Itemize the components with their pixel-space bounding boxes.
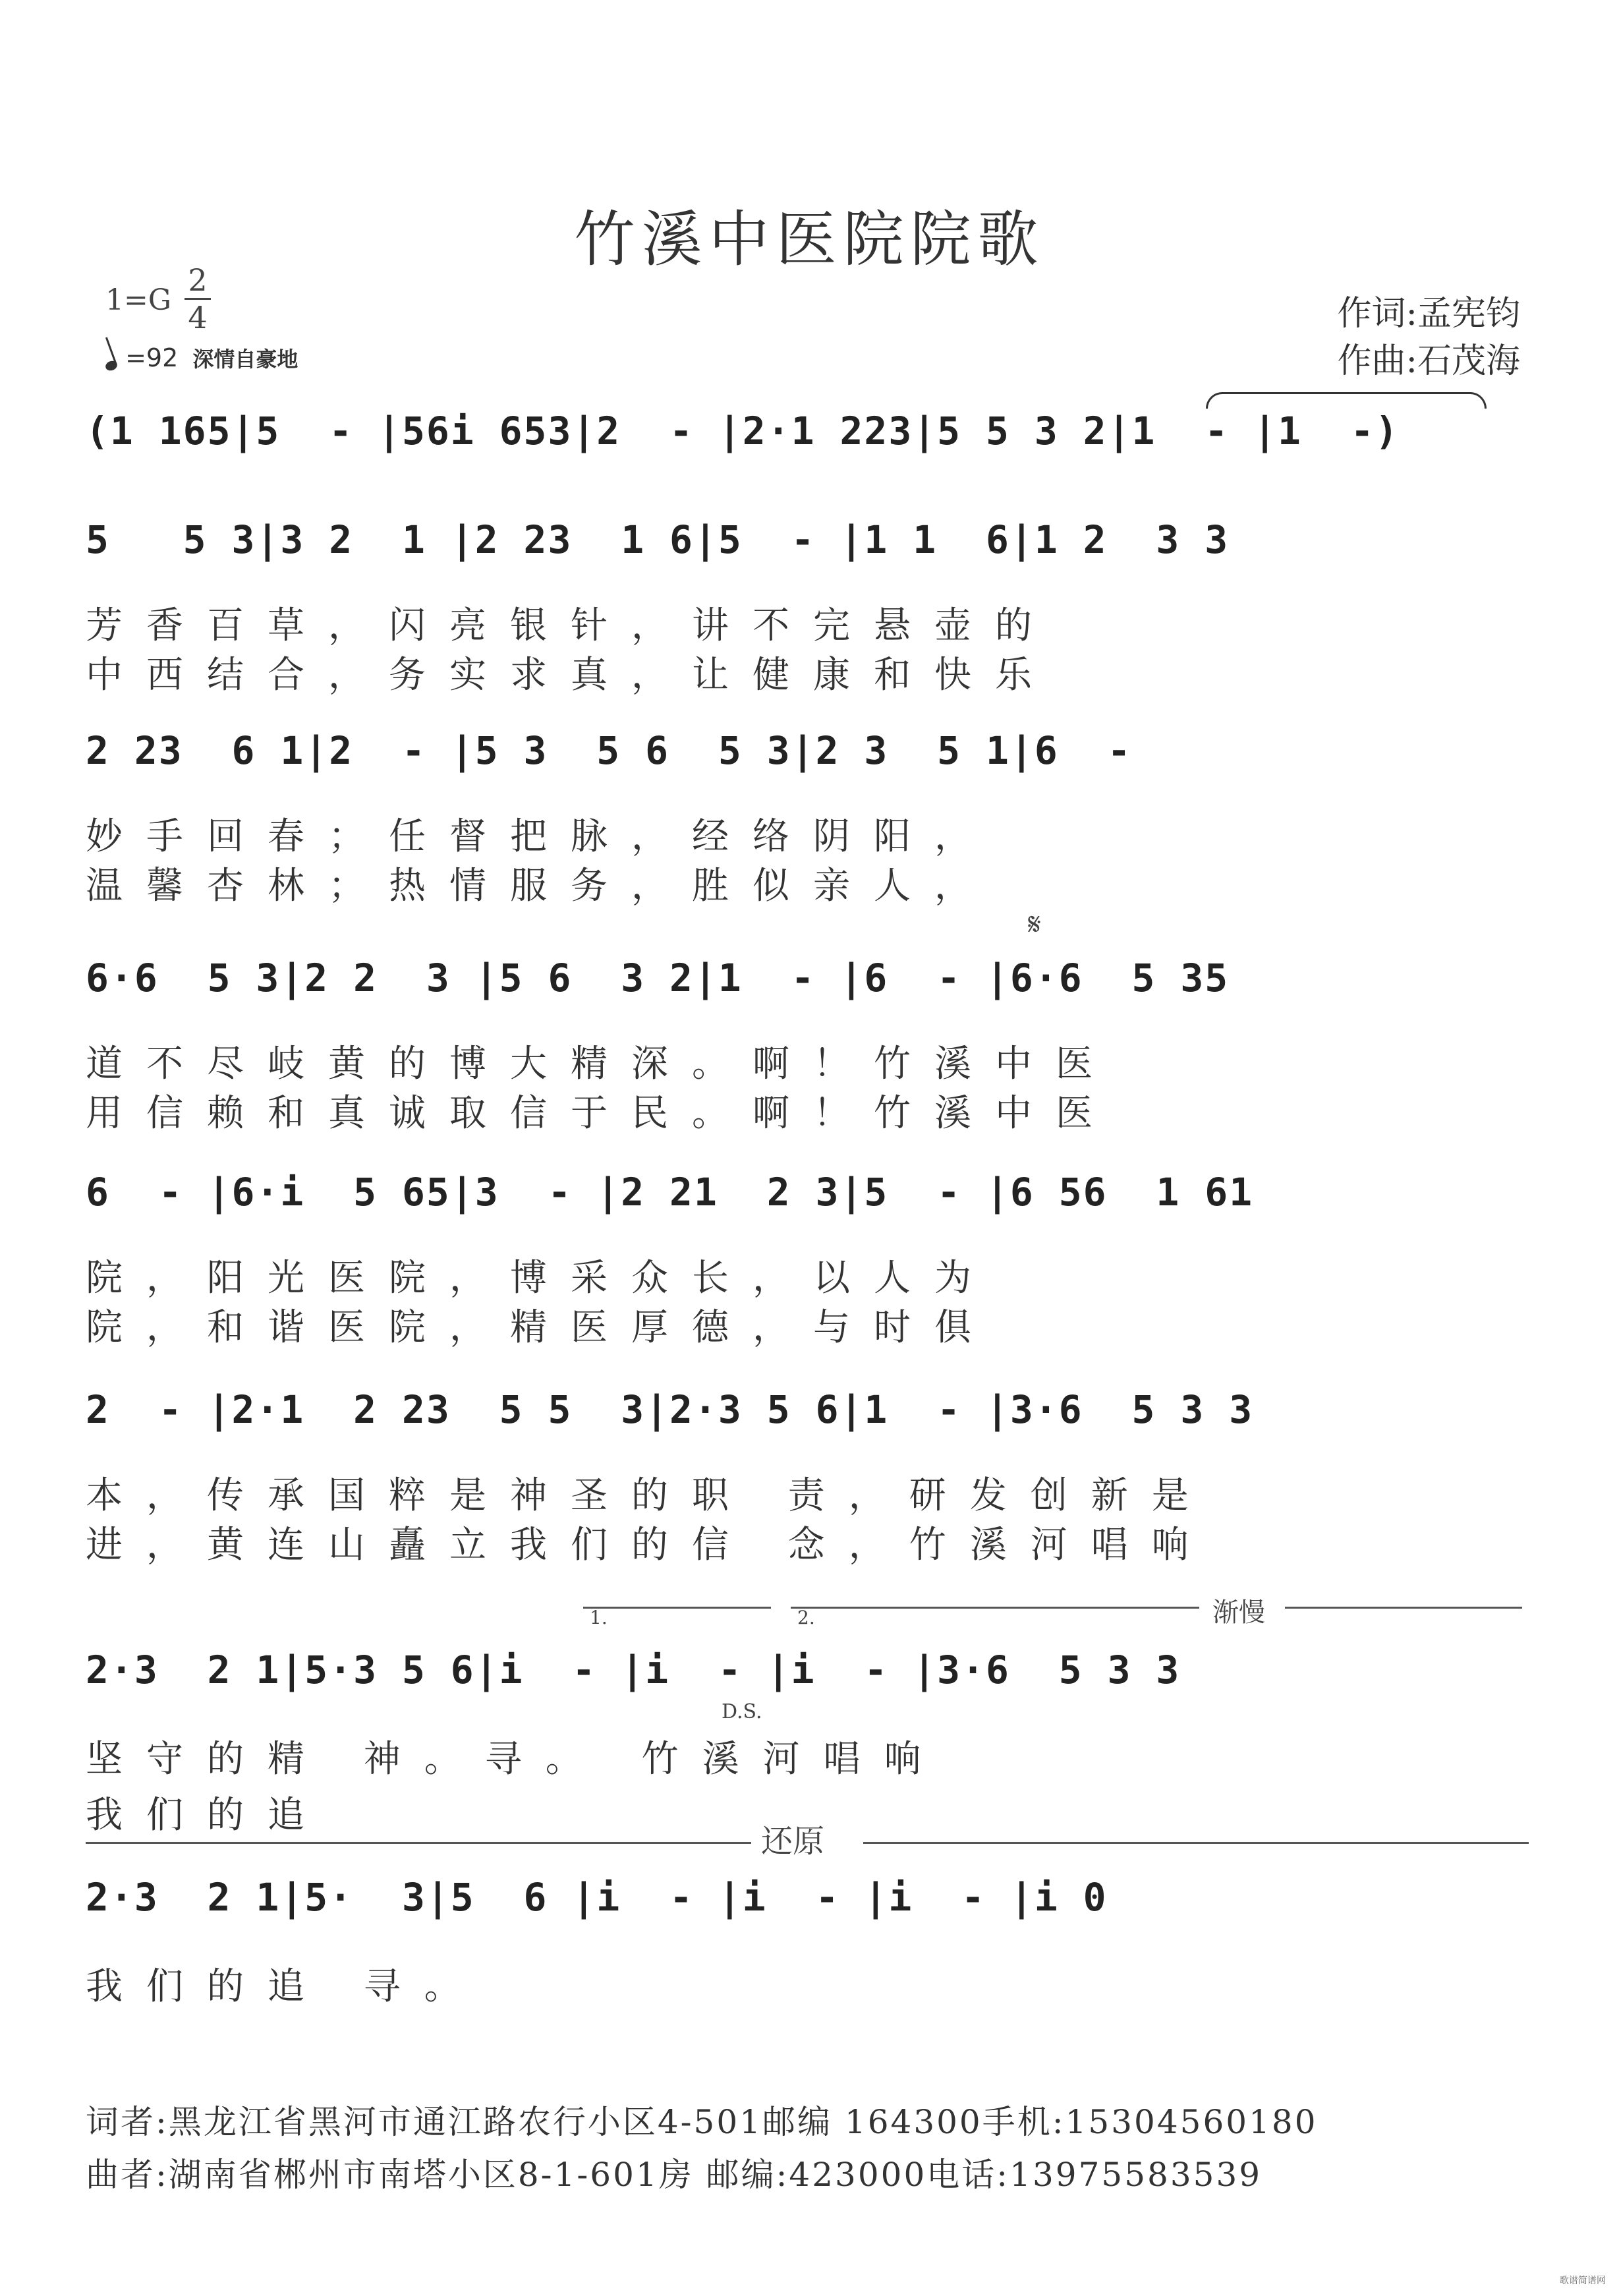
a-tempo-line-right [863,1842,1529,1844]
lyricist-credit: 作词:孟宪钧 [1337,294,1520,333]
site-watermark: 歌谱简谱网 [1560,2276,1606,2286]
volta-1-label: 1. [590,1607,608,1628]
notation-line: 2 - |2·1 2 23 5 5 3|2·3 5 6|1 - |3·6 5 3 3 [86,1387,1254,1432]
notation-line: 6 - |6·i 5 65|3 - |2 21 2 3|5 - |6 56 1 61 [86,1170,1254,1215]
a-tempo-line-left [86,1842,751,1844]
tie [1206,392,1487,409]
volta-1-bracket [583,1607,771,1609]
credits [1337,290,1520,385]
lyric-verse-2: 用信赖和真诚取信于民。啊！竹溪中医 [86,1092,1116,1135]
volta-2-bracket [791,1607,1199,1609]
volta-2-label: 2. [797,1607,815,1628]
segno-mark: 𝄋 [1028,906,1041,942]
lyric-verse-2: 我们的追 [86,1794,328,1837]
notation-line: 2·3 2 1|5· 3|5 6 |i - |i - |i - |i 0 [86,1875,1108,1920]
lyric-verse-1: 芳香百草，闪亮银针，讲不完悬壶的 [86,604,1056,647]
time-signature-top: 2 [188,262,208,298]
time-signature-bottom: 4 [188,300,208,335]
composer-credit: 作曲:石茂海 [1337,341,1520,381]
lyric-verse-1: 道不尽岐黄的博大精深。啊！竹溪中医 [86,1043,1116,1085]
song-title: 竹溪中医院院歌 [574,204,1045,275]
lyric-verse-2: 温馨杏林；热情服务，胜似亲人， [86,865,995,907]
composer-address: 曲者:湖南省郴州市南塔小区8-1-601房 邮编:423000电话:13975583539 [86,2156,1263,2194]
lyric-verse-1: 院，阳光医院，博采众长，以人为 [86,1257,995,1300]
tempo-marking [105,343,298,373]
key-signature: 1=G [105,283,172,317]
lyric-verse-2: 中西结合，务实求真，让健康和快乐 [86,654,1056,697]
lyric-verse-2: 进，黄连山矗立我们的信 念，竹溪河唱响 [86,1524,1212,1566]
lyric-verse-2: 院，和谐医院，精医厚德，与时俱 [86,1306,995,1349]
quarter-note-icon [104,359,119,372]
notation-line: 6·6 5 3|2 2 3 |5 6 3 2|1 - |6 - |6·6 5 35 [86,956,1230,1000]
a-tempo-mark: 还原 [761,1823,825,1860]
lyric-verse-1: 妙手回春；任督把脉，经络阴阳， [86,815,995,858]
time-signature [185,264,211,334]
notation-line: 2 23 6 1|2 - |5 3 5 6 5 3|2 3 5 1|6 - [86,728,1156,773]
lyric-verse-1: 坚守的精 神。寻。 竹溪河唱响 [86,1738,945,1781]
lyric-verse-1: 我们的追 寻。 [86,1965,485,2008]
lyricist-address: 词者:黑龙江省黑河市通江路农行小区4-501邮编 164300手机:15304560180 [86,2103,1318,2141]
tempo-bpm: =92 [125,343,179,372]
notation-line: 2·3 2 1|5·3 5 6|i - |i - |i - |3·6 5 3 3 [86,1648,1181,1692]
dal-segno-mark: D.S. [722,1700,762,1723]
notation-line: 5 5 3|3 2 1 |2 23 1 6|5 - |1 1 6|1 2 3 3 [86,517,1230,562]
ritardando-mark: 渐慢 [1212,1597,1265,1628]
lyric-verse-1: 本，传承国粹是神圣的职 责，研发创新是 [86,1474,1212,1517]
notation-line: (1 165|5 - |56i 653|2 - |2·1 223|5 5 3 2|1 - |1 -) [86,409,1400,453]
ritardando-line [1285,1607,1522,1609]
tempo-expression: 深情自豪地 [192,347,298,372]
